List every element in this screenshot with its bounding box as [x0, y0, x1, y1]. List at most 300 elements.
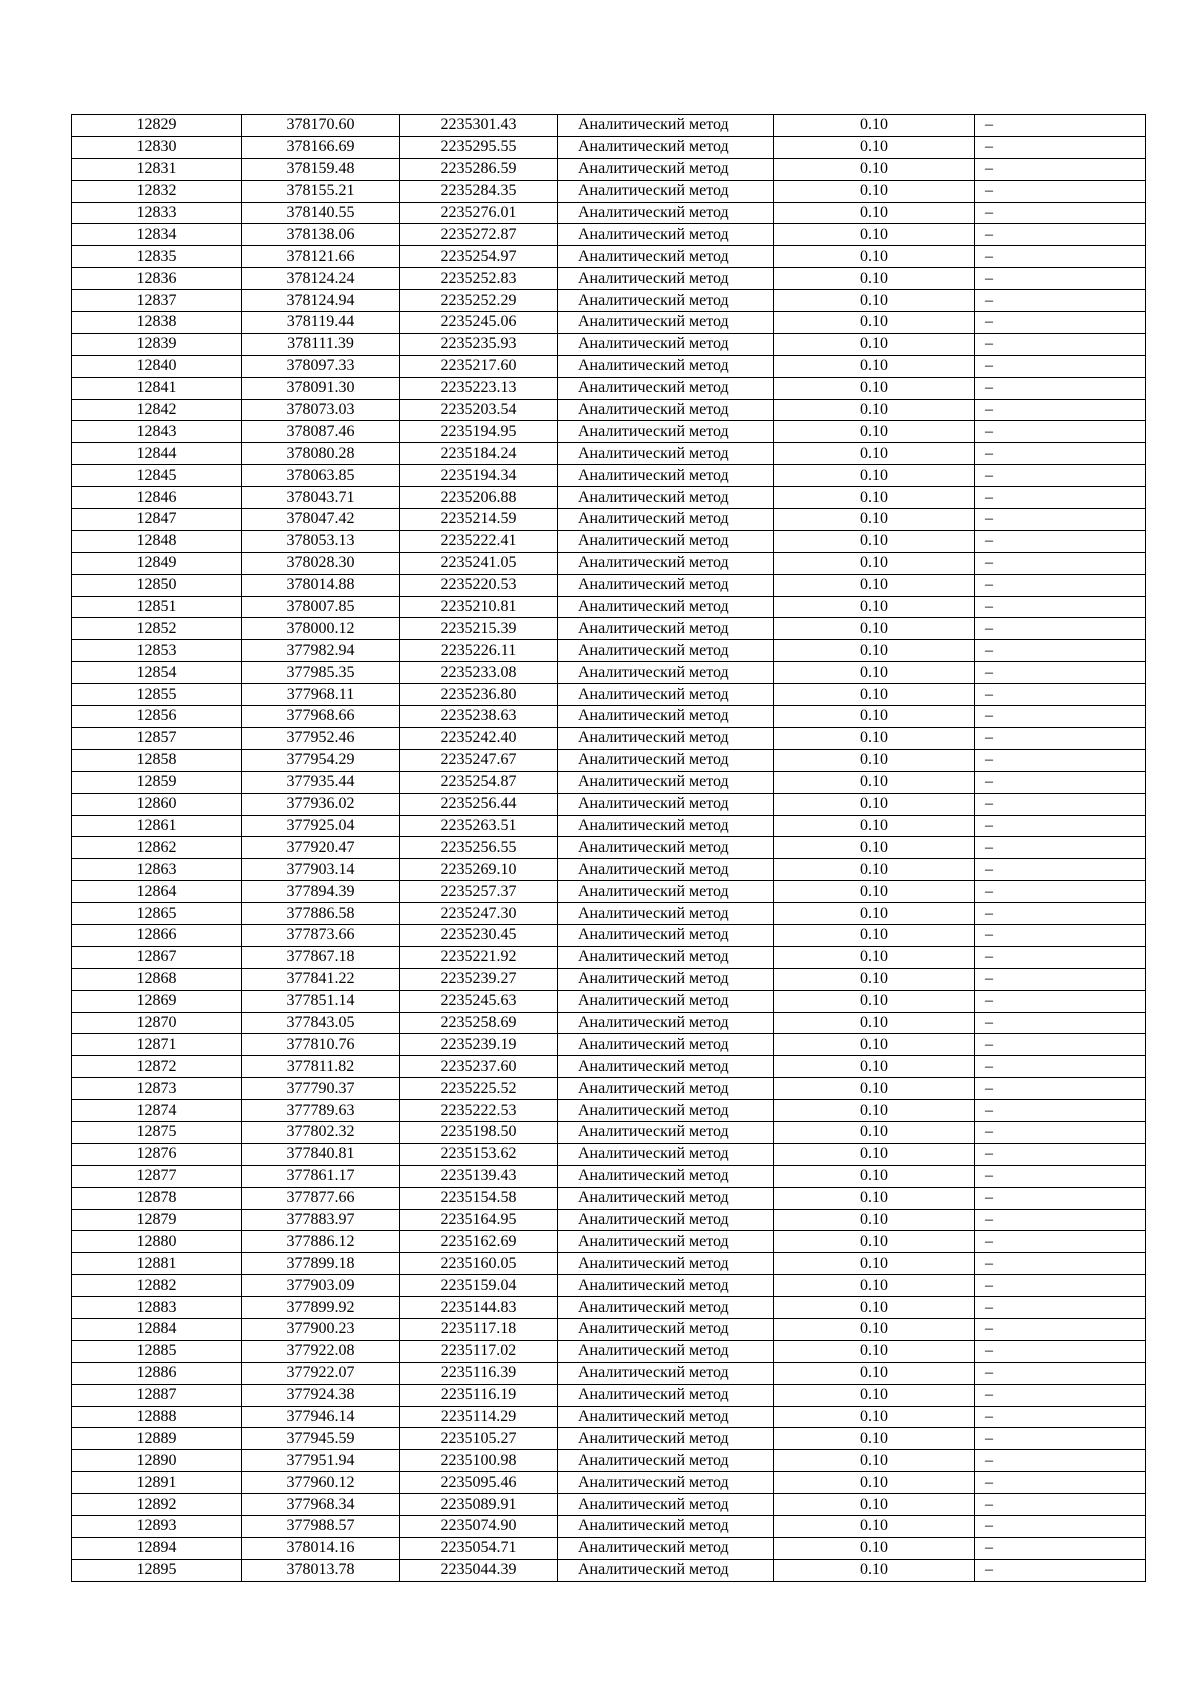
- method-cell: Аналитический метод: [558, 968, 774, 990]
- point-number-cell: 12862: [72, 837, 242, 859]
- point-number-cell: 12846: [72, 487, 242, 509]
- y-coordinate-cell: 2235301.43: [400, 115, 558, 137]
- point-number-cell: 12833: [72, 202, 242, 224]
- x-coordinate-cell: 377900.23: [242, 1318, 400, 1340]
- x-coordinate-cell: 377877.66: [242, 1187, 400, 1209]
- x-coordinate-cell: 378014.88: [242, 574, 400, 596]
- accuracy-cell: 0.10: [774, 574, 975, 596]
- y-coordinate-cell: 2235237.60: [400, 1056, 558, 1078]
- point-number-cell: 12851: [72, 596, 242, 618]
- note-cell: –: [975, 1100, 1146, 1122]
- x-coordinate-cell: 377886.58: [242, 903, 400, 925]
- method-cell: Аналитический метод: [558, 706, 774, 728]
- table-row: [72, 268, 1146, 290]
- point-number-cell: 12875: [72, 1121, 242, 1143]
- method-cell: Аналитический метод: [558, 1559, 774, 1581]
- x-coordinate-cell: 377922.08: [242, 1340, 400, 1362]
- y-coordinate-cell: 2235206.88: [400, 487, 558, 509]
- accuracy-cell: 0.10: [774, 815, 975, 837]
- accuracy-cell: 0.10: [774, 1056, 975, 1078]
- method-cell: Аналитический метод: [558, 1056, 774, 1078]
- point-number-cell: 12871: [72, 1034, 242, 1056]
- note-cell: –: [975, 290, 1146, 312]
- method-cell: Аналитический метод: [558, 1428, 774, 1450]
- accuracy-cell: 0.10: [774, 509, 975, 531]
- method-cell: Аналитический метод: [558, 1537, 774, 1559]
- note-cell: –: [975, 618, 1146, 640]
- table-row: [72, 552, 1146, 574]
- note-cell: –: [975, 662, 1146, 684]
- point-number-cell: 12831: [72, 158, 242, 180]
- y-coordinate-cell: 2235247.67: [400, 749, 558, 771]
- accuracy-cell: 0.10: [774, 706, 975, 728]
- table-row: [72, 509, 1146, 531]
- accuracy-cell: 0.10: [774, 968, 975, 990]
- x-coordinate-cell: 378013.78: [242, 1559, 400, 1581]
- note-cell: –: [975, 465, 1146, 487]
- note-cell: –: [975, 1187, 1146, 1209]
- x-coordinate-cell: 377968.11: [242, 684, 400, 706]
- y-coordinate-cell: 2235241.05: [400, 552, 558, 574]
- table-row: [72, 793, 1146, 815]
- accuracy-cell: 0.10: [774, 268, 975, 290]
- y-coordinate-cell: 2235226.11: [400, 640, 558, 662]
- y-coordinate-cell: 2235215.39: [400, 618, 558, 640]
- method-cell: Аналитический метод: [558, 596, 774, 618]
- y-coordinate-cell: 2235257.37: [400, 881, 558, 903]
- point-number-cell: 12865: [72, 903, 242, 925]
- y-coordinate-cell: 2235233.08: [400, 662, 558, 684]
- note-cell: –: [975, 946, 1146, 968]
- note-cell: –: [975, 115, 1146, 137]
- table-row: [72, 136, 1146, 158]
- table-row: [72, 881, 1146, 903]
- method-cell: Аналитический метод: [558, 815, 774, 837]
- x-coordinate-cell: 378087.46: [242, 421, 400, 443]
- accuracy-cell: 0.10: [774, 1318, 975, 1340]
- point-number-cell: 12857: [72, 727, 242, 749]
- accuracy-cell: 0.10: [774, 115, 975, 137]
- note-cell: –: [975, 990, 1146, 1012]
- note-cell: –: [975, 1516, 1146, 1538]
- method-cell: Аналитический метод: [558, 1143, 774, 1165]
- note-cell: –: [975, 706, 1146, 728]
- note-cell: –: [975, 1384, 1146, 1406]
- x-coordinate-cell: 378000.12: [242, 618, 400, 640]
- note-cell: –: [975, 1275, 1146, 1297]
- note-cell: –: [975, 596, 1146, 618]
- method-cell: Аналитический метод: [558, 115, 774, 137]
- accuracy-cell: 0.10: [774, 1516, 975, 1538]
- accuracy-cell: 0.10: [774, 946, 975, 968]
- y-coordinate-cell: 2235160.05: [400, 1253, 558, 1275]
- method-cell: Аналитический метод: [558, 1100, 774, 1122]
- note-cell: –: [975, 268, 1146, 290]
- point-number-cell: 12866: [72, 924, 242, 946]
- accuracy-cell: 0.10: [774, 443, 975, 465]
- point-number-cell: 12880: [72, 1231, 242, 1253]
- y-coordinate-cell: 2235242.40: [400, 727, 558, 749]
- table-row: [72, 706, 1146, 728]
- accuracy-cell: 0.10: [774, 377, 975, 399]
- y-coordinate-cell: 2235254.87: [400, 771, 558, 793]
- table-row: [72, 1537, 1146, 1559]
- note-cell: –: [975, 1143, 1146, 1165]
- method-cell: Аналитический метод: [558, 990, 774, 1012]
- point-number-cell: 12888: [72, 1406, 242, 1428]
- x-coordinate-cell: 377945.59: [242, 1428, 400, 1450]
- note-cell: –: [975, 530, 1146, 552]
- table-row: [72, 924, 1146, 946]
- y-coordinate-cell: 2235154.58: [400, 1187, 558, 1209]
- x-coordinate-cell: 377790.37: [242, 1078, 400, 1100]
- table-row: [72, 1275, 1146, 1297]
- method-cell: Аналитический метод: [558, 1516, 774, 1538]
- x-coordinate-cell: 378155.21: [242, 180, 400, 202]
- y-coordinate-cell: 2235221.92: [400, 946, 558, 968]
- table-row: [72, 312, 1146, 334]
- accuracy-cell: 0.10: [774, 158, 975, 180]
- x-coordinate-cell: 377951.94: [242, 1450, 400, 1472]
- y-coordinate-cell: 2235245.63: [400, 990, 558, 1012]
- method-cell: Аналитический метод: [558, 399, 774, 421]
- point-number-cell: 12852: [72, 618, 242, 640]
- y-coordinate-cell: 2235252.83: [400, 268, 558, 290]
- note-cell: –: [975, 399, 1146, 421]
- table-row: [72, 1143, 1146, 1165]
- method-cell: Аналитический метод: [558, 509, 774, 531]
- method-cell: Аналитический метод: [558, 1121, 774, 1143]
- y-coordinate-cell: 2235252.29: [400, 290, 558, 312]
- note-cell: –: [975, 1559, 1146, 1581]
- note-cell: –: [975, 1121, 1146, 1143]
- method-cell: Аналитический метод: [558, 1362, 774, 1384]
- y-coordinate-cell: 2235203.54: [400, 399, 558, 421]
- x-coordinate-cell: 377899.92: [242, 1297, 400, 1319]
- point-number-cell: 12850: [72, 574, 242, 596]
- table-row: [72, 859, 1146, 881]
- accuracy-cell: 0.10: [774, 1078, 975, 1100]
- x-coordinate-cell: 377946.14: [242, 1406, 400, 1428]
- method-cell: Аналитический метод: [558, 1012, 774, 1034]
- x-coordinate-cell: 377873.66: [242, 924, 400, 946]
- accuracy-cell: 0.10: [774, 180, 975, 202]
- note-cell: –: [975, 815, 1146, 837]
- table-row: [72, 771, 1146, 793]
- note-cell: –: [975, 333, 1146, 355]
- x-coordinate-cell: 377952.46: [242, 727, 400, 749]
- accuracy-cell: 0.10: [774, 333, 975, 355]
- table-row: [72, 903, 1146, 925]
- point-number-cell: 12886: [72, 1362, 242, 1384]
- y-coordinate-cell: 2235247.30: [400, 903, 558, 925]
- table-row: [72, 487, 1146, 509]
- accuracy-cell: 0.10: [774, 1450, 975, 1472]
- table-row: [72, 946, 1146, 968]
- note-cell: –: [975, 837, 1146, 859]
- accuracy-cell: 0.10: [774, 1340, 975, 1362]
- accuracy-cell: 0.10: [774, 618, 975, 640]
- method-cell: Аналитический метод: [558, 1450, 774, 1472]
- accuracy-cell: 0.10: [774, 640, 975, 662]
- y-coordinate-cell: 2235114.29: [400, 1406, 558, 1428]
- table-row: [72, 749, 1146, 771]
- table-row: [72, 1100, 1146, 1122]
- table-row: [72, 1209, 1146, 1231]
- point-number-cell: 12853: [72, 640, 242, 662]
- point-number-cell: 12892: [72, 1494, 242, 1516]
- accuracy-cell: 0.10: [774, 202, 975, 224]
- method-cell: Аналитический метод: [558, 465, 774, 487]
- accuracy-cell: 0.10: [774, 246, 975, 268]
- table-row: [72, 1056, 1146, 1078]
- note-cell: –: [975, 771, 1146, 793]
- y-coordinate-cell: 2235210.81: [400, 596, 558, 618]
- method-cell: Аналитический метод: [558, 881, 774, 903]
- method-cell: Аналитический метод: [558, 1253, 774, 1275]
- method-cell: Аналитический метод: [558, 1078, 774, 1100]
- point-number-cell: 12847: [72, 509, 242, 531]
- accuracy-cell: 0.10: [774, 1537, 975, 1559]
- accuracy-cell: 0.10: [774, 837, 975, 859]
- note-cell: –: [975, 487, 1146, 509]
- y-coordinate-cell: 2235095.46: [400, 1472, 558, 1494]
- note-cell: –: [975, 968, 1146, 990]
- accuracy-cell: 0.10: [774, 1472, 975, 1494]
- y-coordinate-cell: 2235225.52: [400, 1078, 558, 1100]
- note-cell: –: [975, 355, 1146, 377]
- table-row: [72, 968, 1146, 990]
- point-number-cell: 12836: [72, 268, 242, 290]
- x-coordinate-cell: 378121.66: [242, 246, 400, 268]
- table-row: [72, 727, 1146, 749]
- method-cell: Аналитический метод: [558, 246, 774, 268]
- table-row: [72, 1472, 1146, 1494]
- note-cell: –: [975, 727, 1146, 749]
- method-cell: Аналитический метод: [558, 1165, 774, 1187]
- note-cell: –: [975, 158, 1146, 180]
- point-number-cell: 12844: [72, 443, 242, 465]
- note-cell: –: [975, 1231, 1146, 1253]
- accuracy-cell: 0.10: [774, 1384, 975, 1406]
- point-number-cell: 12855: [72, 684, 242, 706]
- y-coordinate-cell: 2235100.98: [400, 1450, 558, 1472]
- y-coordinate-cell: 2235044.39: [400, 1559, 558, 1581]
- table-row: [72, 115, 1146, 137]
- x-coordinate-cell: 377841.22: [242, 968, 400, 990]
- table-row: [72, 662, 1146, 684]
- y-coordinate-cell: 2235074.90: [400, 1516, 558, 1538]
- x-coordinate-cell: 377789.63: [242, 1100, 400, 1122]
- method-cell: Аналитический метод: [558, 1494, 774, 1516]
- x-coordinate-cell: 377988.57: [242, 1516, 400, 1538]
- accuracy-cell: 0.10: [774, 859, 975, 881]
- accuracy-cell: 0.10: [774, 1121, 975, 1143]
- note-cell: –: [975, 421, 1146, 443]
- note-cell: –: [975, 1537, 1146, 1559]
- method-cell: Аналитический метод: [558, 312, 774, 334]
- note-cell: –: [975, 1253, 1146, 1275]
- note-cell: –: [975, 1450, 1146, 1472]
- note-cell: –: [975, 903, 1146, 925]
- table-row: [72, 443, 1146, 465]
- x-coordinate-cell: 377935.44: [242, 771, 400, 793]
- x-coordinate-cell: 378047.42: [242, 509, 400, 531]
- y-coordinate-cell: 2235230.45: [400, 924, 558, 946]
- y-coordinate-cell: 2235117.02: [400, 1340, 558, 1362]
- y-coordinate-cell: 2235162.69: [400, 1231, 558, 1253]
- x-coordinate-cell: 377811.82: [242, 1056, 400, 1078]
- table-row: [72, 1450, 1146, 1472]
- accuracy-cell: 0.10: [774, 1362, 975, 1384]
- accuracy-cell: 0.10: [774, 793, 975, 815]
- y-coordinate-cell: 2235116.39: [400, 1362, 558, 1384]
- point-number-cell: 12894: [72, 1537, 242, 1559]
- x-coordinate-cell: 377903.14: [242, 859, 400, 881]
- x-coordinate-cell: 377851.14: [242, 990, 400, 1012]
- y-coordinate-cell: 2235214.59: [400, 509, 558, 531]
- y-coordinate-cell: 2235223.13: [400, 377, 558, 399]
- x-coordinate-cell: 378063.85: [242, 465, 400, 487]
- x-coordinate-cell: 378080.28: [242, 443, 400, 465]
- x-coordinate-cell: 378007.85: [242, 596, 400, 618]
- accuracy-cell: 0.10: [774, 596, 975, 618]
- method-cell: Аналитический метод: [558, 1034, 774, 1056]
- point-number-cell: 12840: [72, 355, 242, 377]
- point-number-cell: 12870: [72, 1012, 242, 1034]
- accuracy-cell: 0.10: [774, 465, 975, 487]
- point-number-cell: 12881: [72, 1253, 242, 1275]
- accuracy-cell: 0.10: [774, 355, 975, 377]
- x-coordinate-cell: 377899.18: [242, 1253, 400, 1275]
- accuracy-cell: 0.10: [774, 136, 975, 158]
- accuracy-cell: 0.10: [774, 1034, 975, 1056]
- method-cell: Аналитический метод: [558, 224, 774, 246]
- x-coordinate-cell: 377810.76: [242, 1034, 400, 1056]
- y-coordinate-cell: 2235153.62: [400, 1143, 558, 1165]
- table-row: [72, 1121, 1146, 1143]
- method-cell: Аналитический метод: [558, 749, 774, 771]
- table-row: [72, 1362, 1146, 1384]
- method-cell: Аналитический метод: [558, 290, 774, 312]
- accuracy-cell: 0.10: [774, 903, 975, 925]
- method-cell: Аналитический метод: [558, 1187, 774, 1209]
- note-cell: –: [975, 574, 1146, 596]
- method-cell: Аналитический метод: [558, 355, 774, 377]
- table-row: [72, 1012, 1146, 1034]
- note-cell: –: [975, 246, 1146, 268]
- x-coordinate-cell: 377982.94: [242, 640, 400, 662]
- point-number-cell: 12872: [72, 1056, 242, 1078]
- accuracy-cell: 0.10: [774, 924, 975, 946]
- y-coordinate-cell: 2235239.27: [400, 968, 558, 990]
- y-coordinate-cell: 2235269.10: [400, 859, 558, 881]
- point-number-cell: 12864: [72, 881, 242, 903]
- x-coordinate-cell: 378166.69: [242, 136, 400, 158]
- note-cell: –: [975, 793, 1146, 815]
- x-coordinate-cell: 378138.06: [242, 224, 400, 246]
- note-cell: –: [975, 640, 1146, 662]
- point-number-cell: 12834: [72, 224, 242, 246]
- point-number-cell: 12845: [72, 465, 242, 487]
- table-row: [72, 684, 1146, 706]
- method-cell: Аналитический метод: [558, 1231, 774, 1253]
- accuracy-cell: 0.10: [774, 1100, 975, 1122]
- point-number-cell: 12859: [72, 771, 242, 793]
- accuracy-cell: 0.10: [774, 552, 975, 574]
- table-row: [72, 158, 1146, 180]
- table-row: [72, 1516, 1146, 1538]
- method-cell: Аналитический метод: [558, 837, 774, 859]
- x-coordinate-cell: 378014.16: [242, 1537, 400, 1559]
- table-row: [72, 224, 1146, 246]
- y-coordinate-cell: 2235194.95: [400, 421, 558, 443]
- method-cell: Аналитический метод: [558, 727, 774, 749]
- point-number-cell: 12868: [72, 968, 242, 990]
- table-row: [72, 1165, 1146, 1187]
- x-coordinate-cell: 377903.09: [242, 1275, 400, 1297]
- y-coordinate-cell: 2235220.53: [400, 574, 558, 596]
- note-cell: –: [975, 859, 1146, 881]
- accuracy-cell: 0.10: [774, 290, 975, 312]
- point-number-cell: 12879: [72, 1209, 242, 1231]
- x-coordinate-cell: 377920.47: [242, 837, 400, 859]
- y-coordinate-cell: 2235284.35: [400, 180, 558, 202]
- method-cell: Аналитический метод: [558, 771, 774, 793]
- point-number-cell: 12877: [72, 1165, 242, 1187]
- point-number-cell: 12889: [72, 1428, 242, 1450]
- point-number-cell: 12887: [72, 1384, 242, 1406]
- note-cell: –: [975, 202, 1146, 224]
- y-coordinate-cell: 2235295.55: [400, 136, 558, 158]
- x-coordinate-cell: 378111.39: [242, 333, 400, 355]
- y-coordinate-cell: 2235217.60: [400, 355, 558, 377]
- table-row: [72, 990, 1146, 1012]
- note-cell: –: [975, 1012, 1146, 1034]
- method-cell: Аналитический метод: [558, 1209, 774, 1231]
- method-cell: Аналитический метод: [558, 1472, 774, 1494]
- note-cell: –: [975, 443, 1146, 465]
- table-row: [72, 596, 1146, 618]
- table-row: [72, 1406, 1146, 1428]
- y-coordinate-cell: 2235245.06: [400, 312, 558, 334]
- table-row: [72, 1231, 1146, 1253]
- method-cell: Аналитический метод: [558, 924, 774, 946]
- method-cell: Аналитический метод: [558, 903, 774, 925]
- x-coordinate-cell: 377960.12: [242, 1472, 400, 1494]
- y-coordinate-cell: 2235239.19: [400, 1034, 558, 1056]
- accuracy-cell: 0.10: [774, 990, 975, 1012]
- accuracy-cell: 0.10: [774, 530, 975, 552]
- method-cell: Аналитический метод: [558, 443, 774, 465]
- x-coordinate-cell: 378159.48: [242, 158, 400, 180]
- x-coordinate-cell: 377840.81: [242, 1143, 400, 1165]
- point-number-cell: 12842: [72, 399, 242, 421]
- table-row: [72, 1340, 1146, 1362]
- table-row: [72, 202, 1146, 224]
- method-cell: Аналитический метод: [558, 530, 774, 552]
- x-coordinate-cell: 377894.39: [242, 881, 400, 903]
- x-coordinate-cell: 378124.94: [242, 290, 400, 312]
- coordinates-table: [71, 114, 1146, 1582]
- y-coordinate-cell: 2235235.93: [400, 333, 558, 355]
- method-cell: Аналитический метод: [558, 1318, 774, 1340]
- x-coordinate-cell: 378124.24: [242, 268, 400, 290]
- point-number-cell: 12882: [72, 1275, 242, 1297]
- y-coordinate-cell: 2235254.97: [400, 246, 558, 268]
- method-cell: Аналитический метод: [558, 1406, 774, 1428]
- point-number-cell: 12884: [72, 1318, 242, 1340]
